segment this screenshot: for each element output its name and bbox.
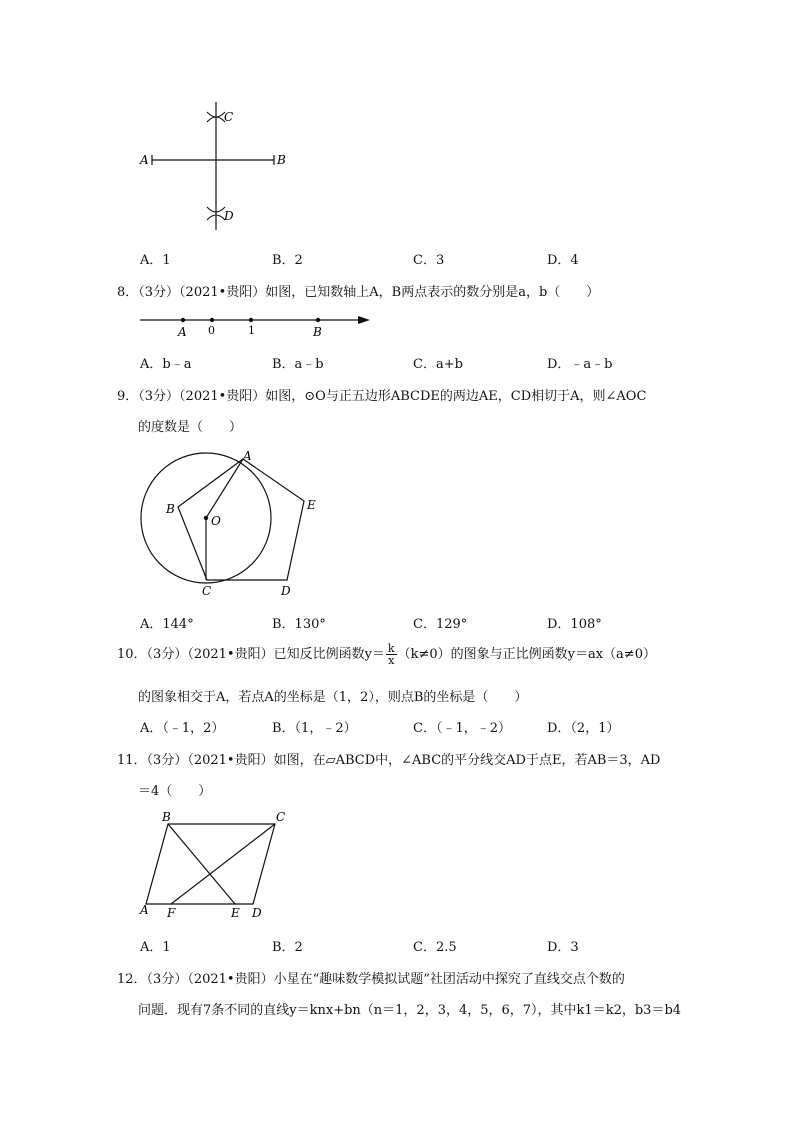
q9-label-d: D — [281, 584, 291, 598]
q11-figure — [135, 808, 295, 923]
q7-label-b: B — [277, 153, 286, 167]
q10-stem-b: （k≠0）的图象与正比例函数y＝ax（a≠0） — [397, 647, 656, 662]
q7-label-c: C — [224, 110, 234, 124]
q10-frac-num: k — [387, 642, 395, 655]
q9-option-a[interactable]: A．144° — [140, 617, 194, 632]
q11-option-d[interactable]: D．3 — [547, 940, 579, 955]
q11-label-f: F — [167, 906, 176, 920]
q10-option-d[interactable]: D．（2，1） — [547, 721, 620, 736]
q11-label-e: E — [231, 906, 240, 920]
q10-stem-a: 10．（3分）（2021•贵阳）已知反比例函数y＝ — [117, 647, 385, 662]
q9-figure — [135, 445, 335, 600]
q8-label-a: A — [178, 325, 187, 339]
q11-option-a[interactable]: A．1 — [140, 940, 171, 955]
q9-pentagon — [178, 459, 304, 580]
q10-stem-line2: 的图象相交于A，若点A的坐标是（1，2），则点B的坐标是（ ） — [138, 690, 528, 705]
q10-option-b[interactable]: B．（1，﹣2） — [272, 721, 357, 736]
q11-label-d: D — [252, 906, 262, 920]
q9-label-b: B — [166, 502, 175, 516]
q7-option-b[interactable]: B．2 — [272, 253, 303, 268]
q8-option-c[interactable]: C．a+b — [413, 357, 463, 372]
q11-segment-be — [168, 824, 235, 904]
q8-point-zero — [210, 318, 214, 322]
q11-segment-cf — [171, 824, 275, 904]
q9-label-c: C — [202, 584, 212, 598]
q8-option-d[interactable]: D．﹣a﹣b — [547, 357, 613, 372]
q11-stem-line2: ＝4（ ） — [138, 784, 212, 799]
q7-figure — [135, 100, 295, 235]
q11-parallelogram — [146, 824, 275, 904]
q11-stem-line1: 11．（3分）（2021•贵阳）如图，在▱ABCD中，∠ABC的平分线交AD于点E，若AB＝3，AD — [117, 753, 661, 768]
q11-label-a: A — [140, 903, 149, 917]
q7-option-a[interactable]: A．1 — [140, 253, 171, 268]
q10-option-c[interactable]: C．（﹣1，﹣2） — [413, 721, 511, 736]
q8-point-a — [181, 318, 185, 322]
q9-center-o — [204, 516, 208, 520]
q10-stem-line1 — [117, 642, 656, 668]
q9-option-b[interactable]: B．130° — [272, 617, 326, 632]
q9-label-e: E — [307, 498, 316, 512]
q10-option-a[interactable]: A．（﹣1，2） — [140, 721, 225, 736]
q8-option-b[interactable]: B．a﹣b — [272, 357, 324, 372]
q9-label-o: O — [211, 514, 221, 528]
q12-stem-line2: 问题．现有7条不同的直线y＝knx+bn（n＝1，2，3，4，5，6，7），其中k1＝k2，b3＝b4 — [138, 1003, 682, 1018]
q9-label-a: A — [243, 449, 252, 463]
q11-label-b: B — [162, 810, 171, 824]
q9-stem-line1: 9．（3分）（2021•贵阳）如图，⊙O与正五边形ABCDE的两边AE，CD相切于A，则∠AOC — [117, 389, 647, 404]
q8-label-one: 1 — [248, 324, 255, 337]
q11-option-c[interactable]: C．2.5 — [413, 940, 457, 955]
q7-label-d: D — [224, 209, 234, 223]
q8-option-a[interactable]: A．b﹣a — [140, 357, 192, 372]
q9-option-d[interactable]: D．108° — [547, 617, 602, 632]
q8-stem: 8．（3分）（2021•贵阳）如图，已知数轴上A，B两点表示的数分别是a，b（ ） — [117, 285, 600, 300]
q8-number-line — [138, 310, 378, 340]
q9-option-c[interactable]: C．129° — [413, 617, 468, 632]
q10-frac-den: x — [388, 654, 395, 667]
q8-point-one — [249, 318, 253, 322]
q7-option-c[interactable]: C．3 — [413, 253, 445, 268]
q7-option-d[interactable]: D．4 — [547, 253, 579, 268]
q8-label-b: B — [313, 325, 322, 339]
q9-stem-line2: 的度数是（ ） — [138, 420, 243, 435]
q11-label-c: C — [276, 810, 286, 824]
q11-option-b[interactable]: B．2 — [272, 940, 303, 955]
q7-label-a: A — [140, 153, 149, 167]
q12-stem-line1: 12．（3分）（2021•贵阳）小星在“趣味数学模拟试题”社团活动中探究了直线交点个数的 — [117, 972, 625, 987]
q8-point-b — [316, 318, 320, 322]
q10-fraction — [386, 643, 397, 666]
q8-label-zero: 0 — [208, 324, 215, 337]
